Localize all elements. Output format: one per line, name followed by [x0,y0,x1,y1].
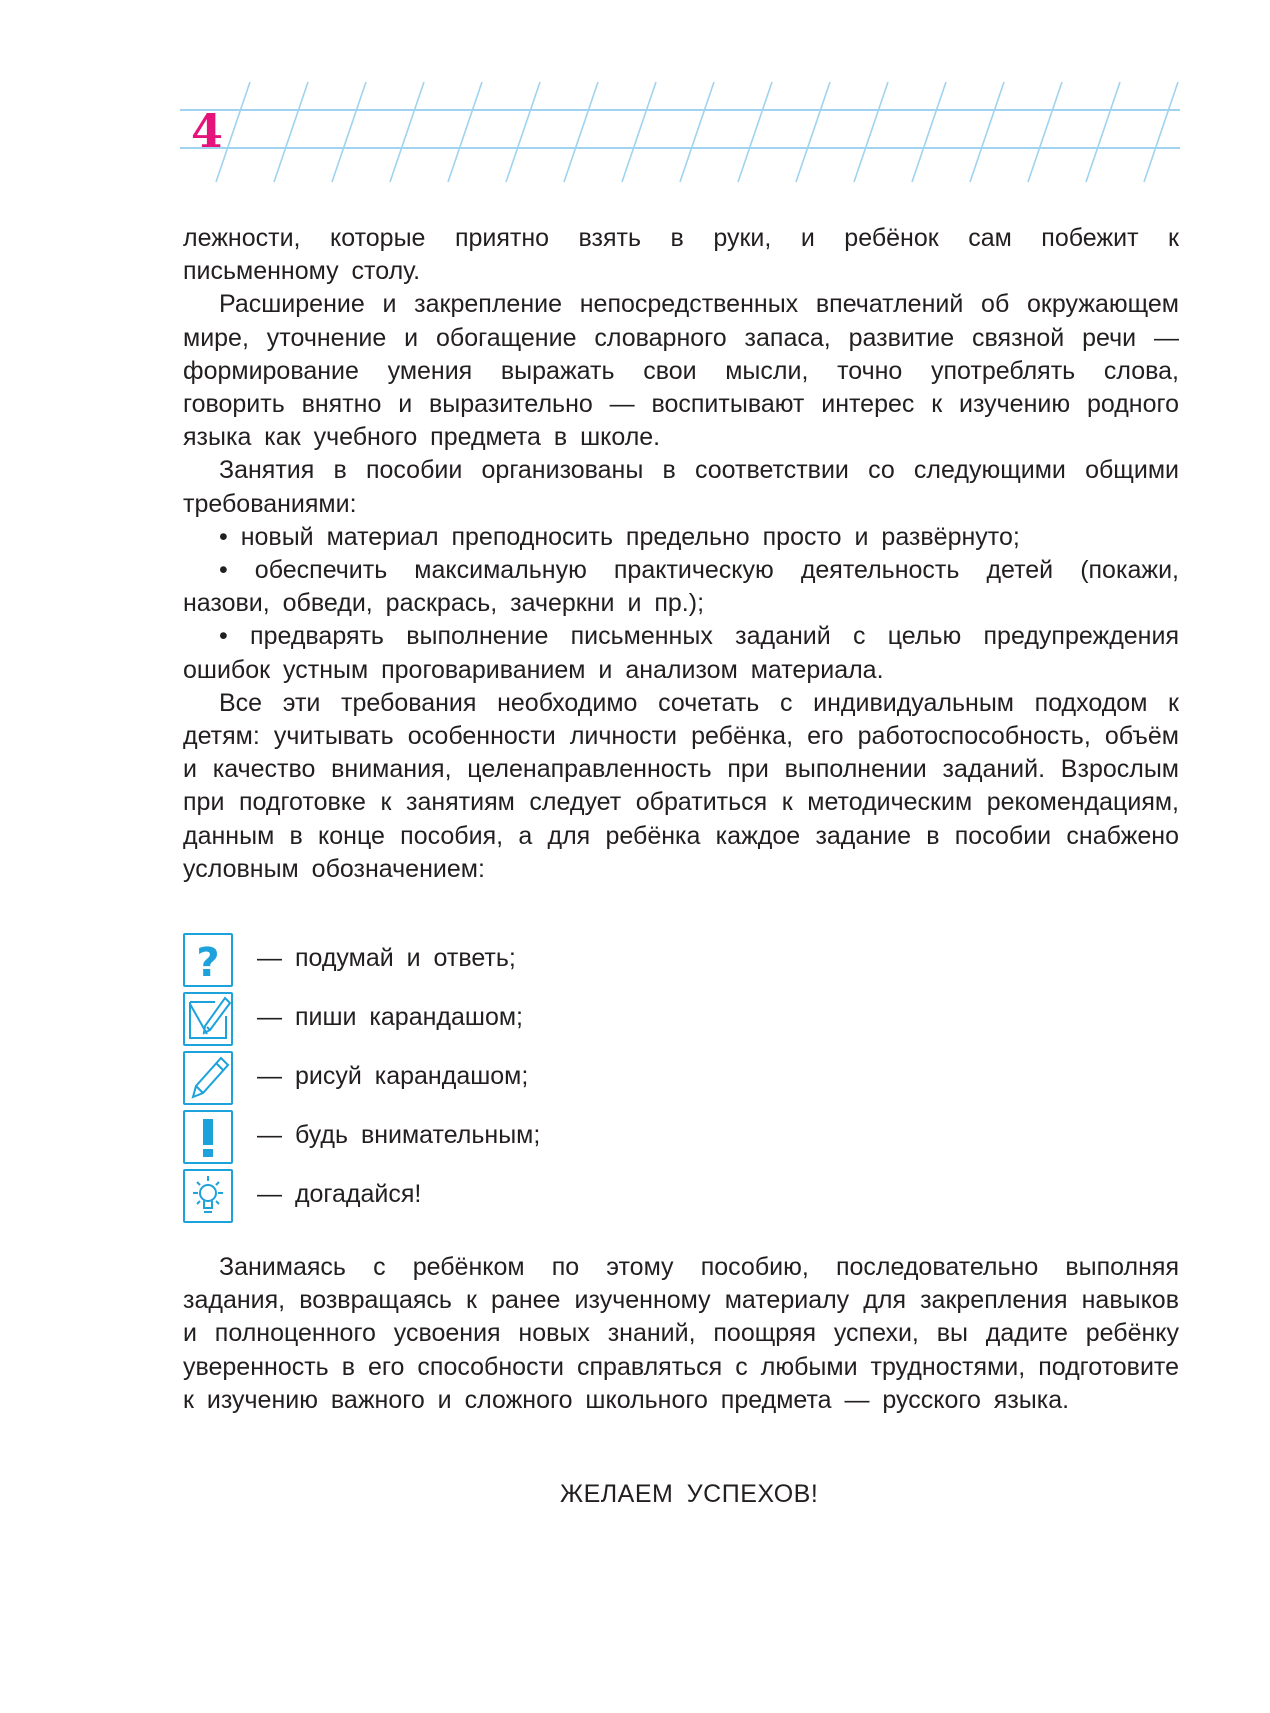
legend-item [183,1051,883,1105]
legend-item [183,1110,883,1164]
pencil-writing-icon [183,992,233,1046]
bullet-item: • обеспечить максимальную практическую деятельность детей (покажи, назови, обведи, раскрась, зачеркни и пр.); [183,556,1179,618]
slant-guide-line [1028,82,1062,182]
legend-item [183,992,883,1046]
bullet-item: • предварять выполнение письменных заданий с целью предупреждения ошибок устным проговариванием и анализом материала. [183,622,1179,684]
paragraph-continuation: лежности, которые приятно взять в руки, и ребёнок сам побежит к письменному столу. [183,224,1179,286]
bullet-item: • новый материал преподносить предельно просто и развёрнуто; [219,522,1020,551]
slant-guide-line [854,82,888,182]
paragraph-individual-approach: Все эти требования необходимо сочетать с индивидуальным подходом к детям: учитывать особенности личности ребёнка, его работоспособность, объём и качество внимания, целенаправленность при выполнении заданий. Взрослым при подготовке к занятиям следует обратиться к методическим рекомендациям, данным в конце пособия, а для ребёнка каждое задание в пособии снабжено условным обозначением: [183,688,1179,883]
slant-guide-line [1086,82,1120,182]
question-mark-icon [183,933,233,987]
closing-text [183,1251,1179,1417]
page-number: 4 [191,104,224,158]
legend-label: — догадайся! [257,1180,422,1208]
slant-guide-line [912,82,946,182]
slant-guide-line [274,82,308,182]
legend-item [183,1169,883,1223]
slant-guide-line [680,82,714,182]
paragraph-goals: Расширение и закрепление непосредственных впечатлений об окружающем мире, уточнение и обогащение словарного запаса, развитие связной речи — формирование умения выражать свои мысли, точно употреблять слова, говорить внятно и выразительно — воспитывают интерес к изучению родного языка как учебного предмета в школе. [183,290,1179,452]
slant-guide-line [564,82,598,182]
legend-label: — будь внимательным; [257,1121,541,1149]
legend-label: — рисуй карандашом; [257,1062,529,1090]
paragraph-requirements: Занятия в пособии организованы в соответствии со следующими общими требованиями: [183,456,1179,518]
slant-guide-line [622,82,656,182]
slant-guide-line [796,82,830,182]
legend-item [183,933,883,987]
paragraph-closing: Занимаясь с ребёнком по этому пособию, последовательно выполняя задания, возвращаясь к ранее изученному материалу для закрепления навыков и полноценного усвоения новых знаний, поощряя успехи, вы дадите ребёнку уверенность в его способности справляться с любыми трудностями, подготовите к изучению важного и сложного школьного предмета — русского языка. [183,1253,1179,1414]
slant-guide-line [332,82,366,182]
legend-label: — подумай и ответь; [257,944,516,972]
slant-guide-line [390,82,424,182]
exclamation-mark-icon [183,1110,233,1164]
slant-guide-line [448,82,482,182]
slant-guide-line [506,82,540,182]
copybook-lines [180,82,1180,200]
slant-guide-line [738,82,772,182]
closing-wish: ЖЕЛАЕМ УСПЕХОВ! [560,1480,819,1508]
legend-label: — пиши карандашом; [257,1003,524,1031]
svg-text:?: ? [196,940,220,985]
lightbulb-icon [183,1169,233,1223]
body-text [183,222,1179,886]
pencil-drawing-icon [183,1051,233,1105]
page-header [180,82,1180,200]
slant-guide-line [970,82,1004,182]
slant-guide-line [1144,82,1178,182]
